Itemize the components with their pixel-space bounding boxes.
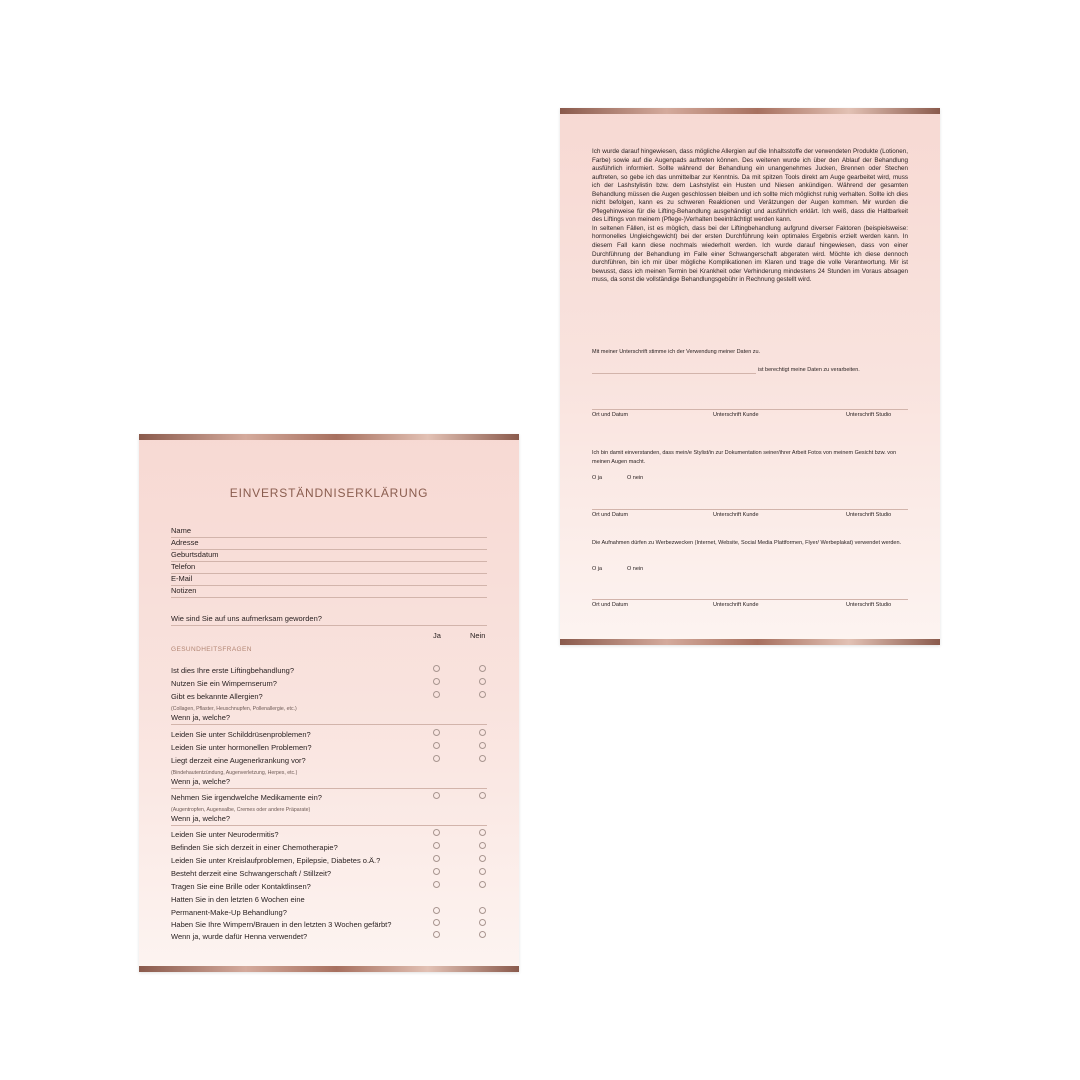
allergies-followup-field[interactable] bbox=[171, 713, 487, 725]
allergies-hint: (Collagen, Pflaster, Heuschnupfen, Pollenallergie, etc.) bbox=[171, 706, 297, 712]
radio-yes-q4[interactable] bbox=[433, 729, 440, 736]
top-foil-edge bbox=[139, 434, 519, 440]
question-eye-disease: Liegt derzeit eine Augenerkrankung vor? bbox=[171, 756, 306, 765]
radio-no-q10[interactable] bbox=[479, 855, 486, 862]
question-neurodermatitis: Leiden Sie unter Neurodermitis? bbox=[171, 830, 279, 839]
eye-disease-hint: (Bindehautentzündung, Augenverletzung, Herpes, etc.) bbox=[171, 770, 298, 776]
radio-yes-q12[interactable] bbox=[433, 881, 440, 888]
radio-no-q1[interactable] bbox=[479, 665, 486, 672]
radio-no-q2[interactable] bbox=[479, 678, 486, 685]
radio-yes-q11[interactable] bbox=[433, 868, 440, 875]
radio-no-q5[interactable] bbox=[479, 742, 486, 749]
email-label: E-Mail bbox=[171, 574, 193, 583]
signature-line-3[interactable] bbox=[592, 599, 908, 600]
radio-no-q9[interactable] bbox=[479, 842, 486, 849]
medication-followup-field[interactable] bbox=[171, 814, 487, 826]
question-lash-serum: Nutzen Sie ein Wimpernserum? bbox=[171, 679, 277, 688]
notes-label: Notizen bbox=[171, 586, 197, 595]
question-henna: Wenn ja, wurde dafür Henna verwendet? bbox=[171, 932, 308, 941]
radio-no-q12[interactable] bbox=[479, 881, 486, 888]
question-thyroid: Leiden Sie unter Schilddrüsenproblemen? bbox=[171, 730, 311, 739]
radio-no-q14[interactable] bbox=[479, 919, 486, 926]
question-medication: Nehmen Sie irgendwelche Medikamente ein? bbox=[171, 793, 322, 802]
question-glasses: Tragen Sie eine Brille oder Kontaktlinsen? bbox=[171, 882, 311, 891]
radio-no-q4[interactable] bbox=[479, 729, 486, 736]
phone-label: Telefon bbox=[171, 562, 196, 571]
address-label: Adresse bbox=[171, 538, 199, 547]
radio-yes-q9[interactable] bbox=[433, 842, 440, 849]
bottom-foil-edge bbox=[560, 639, 940, 645]
signature-line-2[interactable] bbox=[592, 509, 908, 510]
consent-body bbox=[592, 148, 908, 285]
question-pregnancy: Besteht derzeit eine Schwangerschaft / Stillzeit? bbox=[171, 869, 332, 878]
radio-yes-q3[interactable] bbox=[433, 691, 440, 698]
referral-field[interactable] bbox=[171, 614, 487, 626]
processor-name-field[interactable] bbox=[592, 373, 756, 374]
question-tinted: Haben Sie Ihre Wimpern/Brauen in den letzten 3 Wochen gefärbt? bbox=[171, 920, 392, 929]
name-label: Name bbox=[171, 526, 192, 535]
signature-line-1[interactable] bbox=[592, 409, 908, 410]
referral-question: Wie sind Sie auf uns aufmerksam geworden? bbox=[171, 614, 322, 623]
radio-no-q6[interactable] bbox=[479, 755, 486, 762]
consent-paragraph-1: Ich wurde darauf hingewiesen, dass mögliche Allergien auf die Inhaltsstoffe der verwendeten Produkte (Lotionen, Farbe) sowie auf die Augenpads auftreten können. Des weiteren wurde ich über den Ablauf der Behandlung ausführlich informiert. Sollte während der Behandlung ein unangenehmes Jucken, Brennen oder Stechen auftreten, so gebe ich das unmittelbar zur Kenntnis. Da mit spitzen Tools direkt am Auge gearbeitet wird, muss ich der Lashstylistin bzw. dem Lashstylist ein Husten und Niesen ankündigen. Während der gesamten Behandlung müssen die Augen geschlossen bleiben und ich sollte mich möglichst ruhig verhalten. Sollte ich dies nicht befolgen, kann es zu schweren Reaktionen und Verätzungen der Augen kommen. Mir wurden die Pflegehinweise für die Lifting-Behandlung ausgehändigt und ausführlich erklärt. Ich weiß, dass die Haltbarkeit des Liftings von meinem (Pflege-)Verhalten beeinträchtigt werden kann. bbox=[592, 148, 908, 224]
customer-signature-label-1: Unterschrift Kunde bbox=[713, 412, 759, 418]
top-foil-edge bbox=[560, 108, 940, 114]
radio-no-q3[interactable] bbox=[479, 691, 486, 698]
notes-field[interactable] bbox=[171, 586, 487, 598]
radio-yes-q6[interactable] bbox=[433, 755, 440, 762]
question-pmu-line1: Hatten Sie in den letzten 6 Wochen eine bbox=[171, 895, 305, 904]
question-chemotherapy: Befinden Sie sich derzeit in einer Chemotherapie? bbox=[171, 843, 338, 852]
radio-yes-q10[interactable] bbox=[433, 855, 440, 862]
birthdate-field[interactable] bbox=[171, 550, 487, 562]
consent-paragraph-2: In seltenen Fällen, ist es möglich, dass bei der Liftingbehandlung aufgrund diverser Faktoren (beispielsweise: hormonelles Ungleichgewicht) bei der ersten Durchführung kein optimales Ergebnis erzielt werden kann. In diesem Fall kann diese nochmals wiederholt werden. Ich wurde darauf hingewiesen, dass von einer Durchführung der Behandlung im Falle einer Schwangerschaft abgeraten wird. Möchte ich diese dennoch durchführen, bin ich mir über mögliche Komplikationen im Klaren und trage die volle Verantwortung. Mir ist bewusst, dass ich meinen Termin bei Krankheit oder Verhinderung mindestens 24 Stunden im Voraus absagen muss, da sonst die vollständige Behandlungsgebühr in Rechnung gestellt wird. bbox=[592, 224, 908, 284]
column-header-no: Nein bbox=[470, 631, 486, 640]
consent-form-page-2 bbox=[560, 108, 940, 645]
radio-yes-q7[interactable] bbox=[433, 792, 440, 799]
question-allergies: Gibt es bekannte Allergien? bbox=[171, 692, 263, 701]
radio-no-q8[interactable] bbox=[479, 829, 486, 836]
column-header-yes: Ja bbox=[433, 631, 441, 640]
phone-field[interactable] bbox=[171, 562, 487, 574]
studio-signature-label-1: Unterschrift Studio bbox=[846, 412, 892, 418]
customer-signature-label-2: Unterschrift Kunde bbox=[713, 512, 759, 518]
radio-yes-q8[interactable] bbox=[433, 829, 440, 836]
birthdate-label: Geburtsdatum bbox=[171, 550, 219, 559]
photo-consent-no-option[interactable]: O nein bbox=[627, 475, 644, 481]
data-consent-text: Mit meiner Unterschrift stimme ich der Verwendung meiner Daten zu. bbox=[592, 349, 761, 355]
ad-consent-yes-option[interactable]: O ja bbox=[592, 566, 603, 572]
customer-signature-label-3: Unterschrift Kunde bbox=[713, 602, 759, 608]
radio-no-q11[interactable] bbox=[479, 868, 486, 875]
radio-no-q15[interactable] bbox=[479, 931, 486, 938]
medication-hint: (Augentropfen, Augensalbe, Cremes oder andere Präparate) bbox=[171, 807, 311, 813]
place-date-label-2: Ort und Datum bbox=[592, 512, 629, 518]
radio-no-q13[interactable] bbox=[479, 907, 486, 914]
ad-consent-no-option[interactable]: O nein bbox=[627, 566, 644, 572]
consent-form-page-1 bbox=[139, 434, 519, 972]
radio-yes-q15[interactable] bbox=[433, 931, 440, 938]
question-pmu-line2: Permanent-Make-Up Behandlung? bbox=[171, 908, 287, 917]
question-hormonal: Leiden Sie unter hormonellen Problemen? bbox=[171, 743, 312, 752]
question-circulation: Leiden Sie unter Kreislaufproblemen, Epilepsie, Diabetes o.Ä.? bbox=[171, 856, 381, 865]
radio-yes-q1[interactable] bbox=[433, 665, 440, 672]
section-title-health: GESUNDHEITSFRAGEN bbox=[171, 646, 252, 653]
bottom-foil-edge bbox=[139, 966, 519, 972]
place-date-label-3: Ort und Datum bbox=[592, 602, 629, 608]
medication-followup-label: Wenn ja, welche? bbox=[171, 814, 231, 823]
studio-signature-label-2: Unterschrift Studio bbox=[846, 512, 892, 518]
radio-yes-q2[interactable] bbox=[433, 678, 440, 685]
email-field[interactable] bbox=[171, 574, 487, 586]
question-first-lifting: Ist dies Ihre erste Liftingbehandlung? bbox=[171, 666, 294, 675]
eye-disease-followup-field[interactable] bbox=[171, 777, 487, 789]
radio-yes-q13[interactable] bbox=[433, 907, 440, 914]
authorized-text: ist berechtigt meine Daten zu verarbeiten. bbox=[758, 367, 860, 373]
name-field[interactable] bbox=[171, 526, 487, 538]
studio-signature-label-3: Unterschrift Studio bbox=[846, 602, 892, 608]
eye-disease-followup-label: Wenn ja, welche? bbox=[171, 777, 231, 786]
form-title: EINVERSTÄNDNISERKLÄRUNG bbox=[229, 486, 429, 500]
allergies-followup-label: Wenn ja, welche? bbox=[171, 713, 231, 722]
radio-yes-q5[interactable] bbox=[433, 742, 440, 749]
photo-consent-text: Ich bin damit einverstanden, dass mein/e Stylist/in zur Dokumentation seiner/ihrer Arbeit Fotos von meinem Gesicht bzw. von meinen Augen macht. bbox=[592, 450, 897, 465]
address-field[interactable] bbox=[171, 538, 487, 550]
photo-consent-yes-option[interactable]: O ja bbox=[592, 475, 603, 481]
radio-yes-q14[interactable] bbox=[433, 919, 440, 926]
radio-no-q7[interactable] bbox=[479, 792, 486, 799]
ad-consent-text: Die Aufnahmen dürfen zu Werbezwecken (Internet, Website, Social Media Plattformen, Flyer/ Werbeplakat) verwendet werden. bbox=[592, 540, 902, 546]
place-date-label-1: Ort und Datum bbox=[592, 412, 629, 418]
